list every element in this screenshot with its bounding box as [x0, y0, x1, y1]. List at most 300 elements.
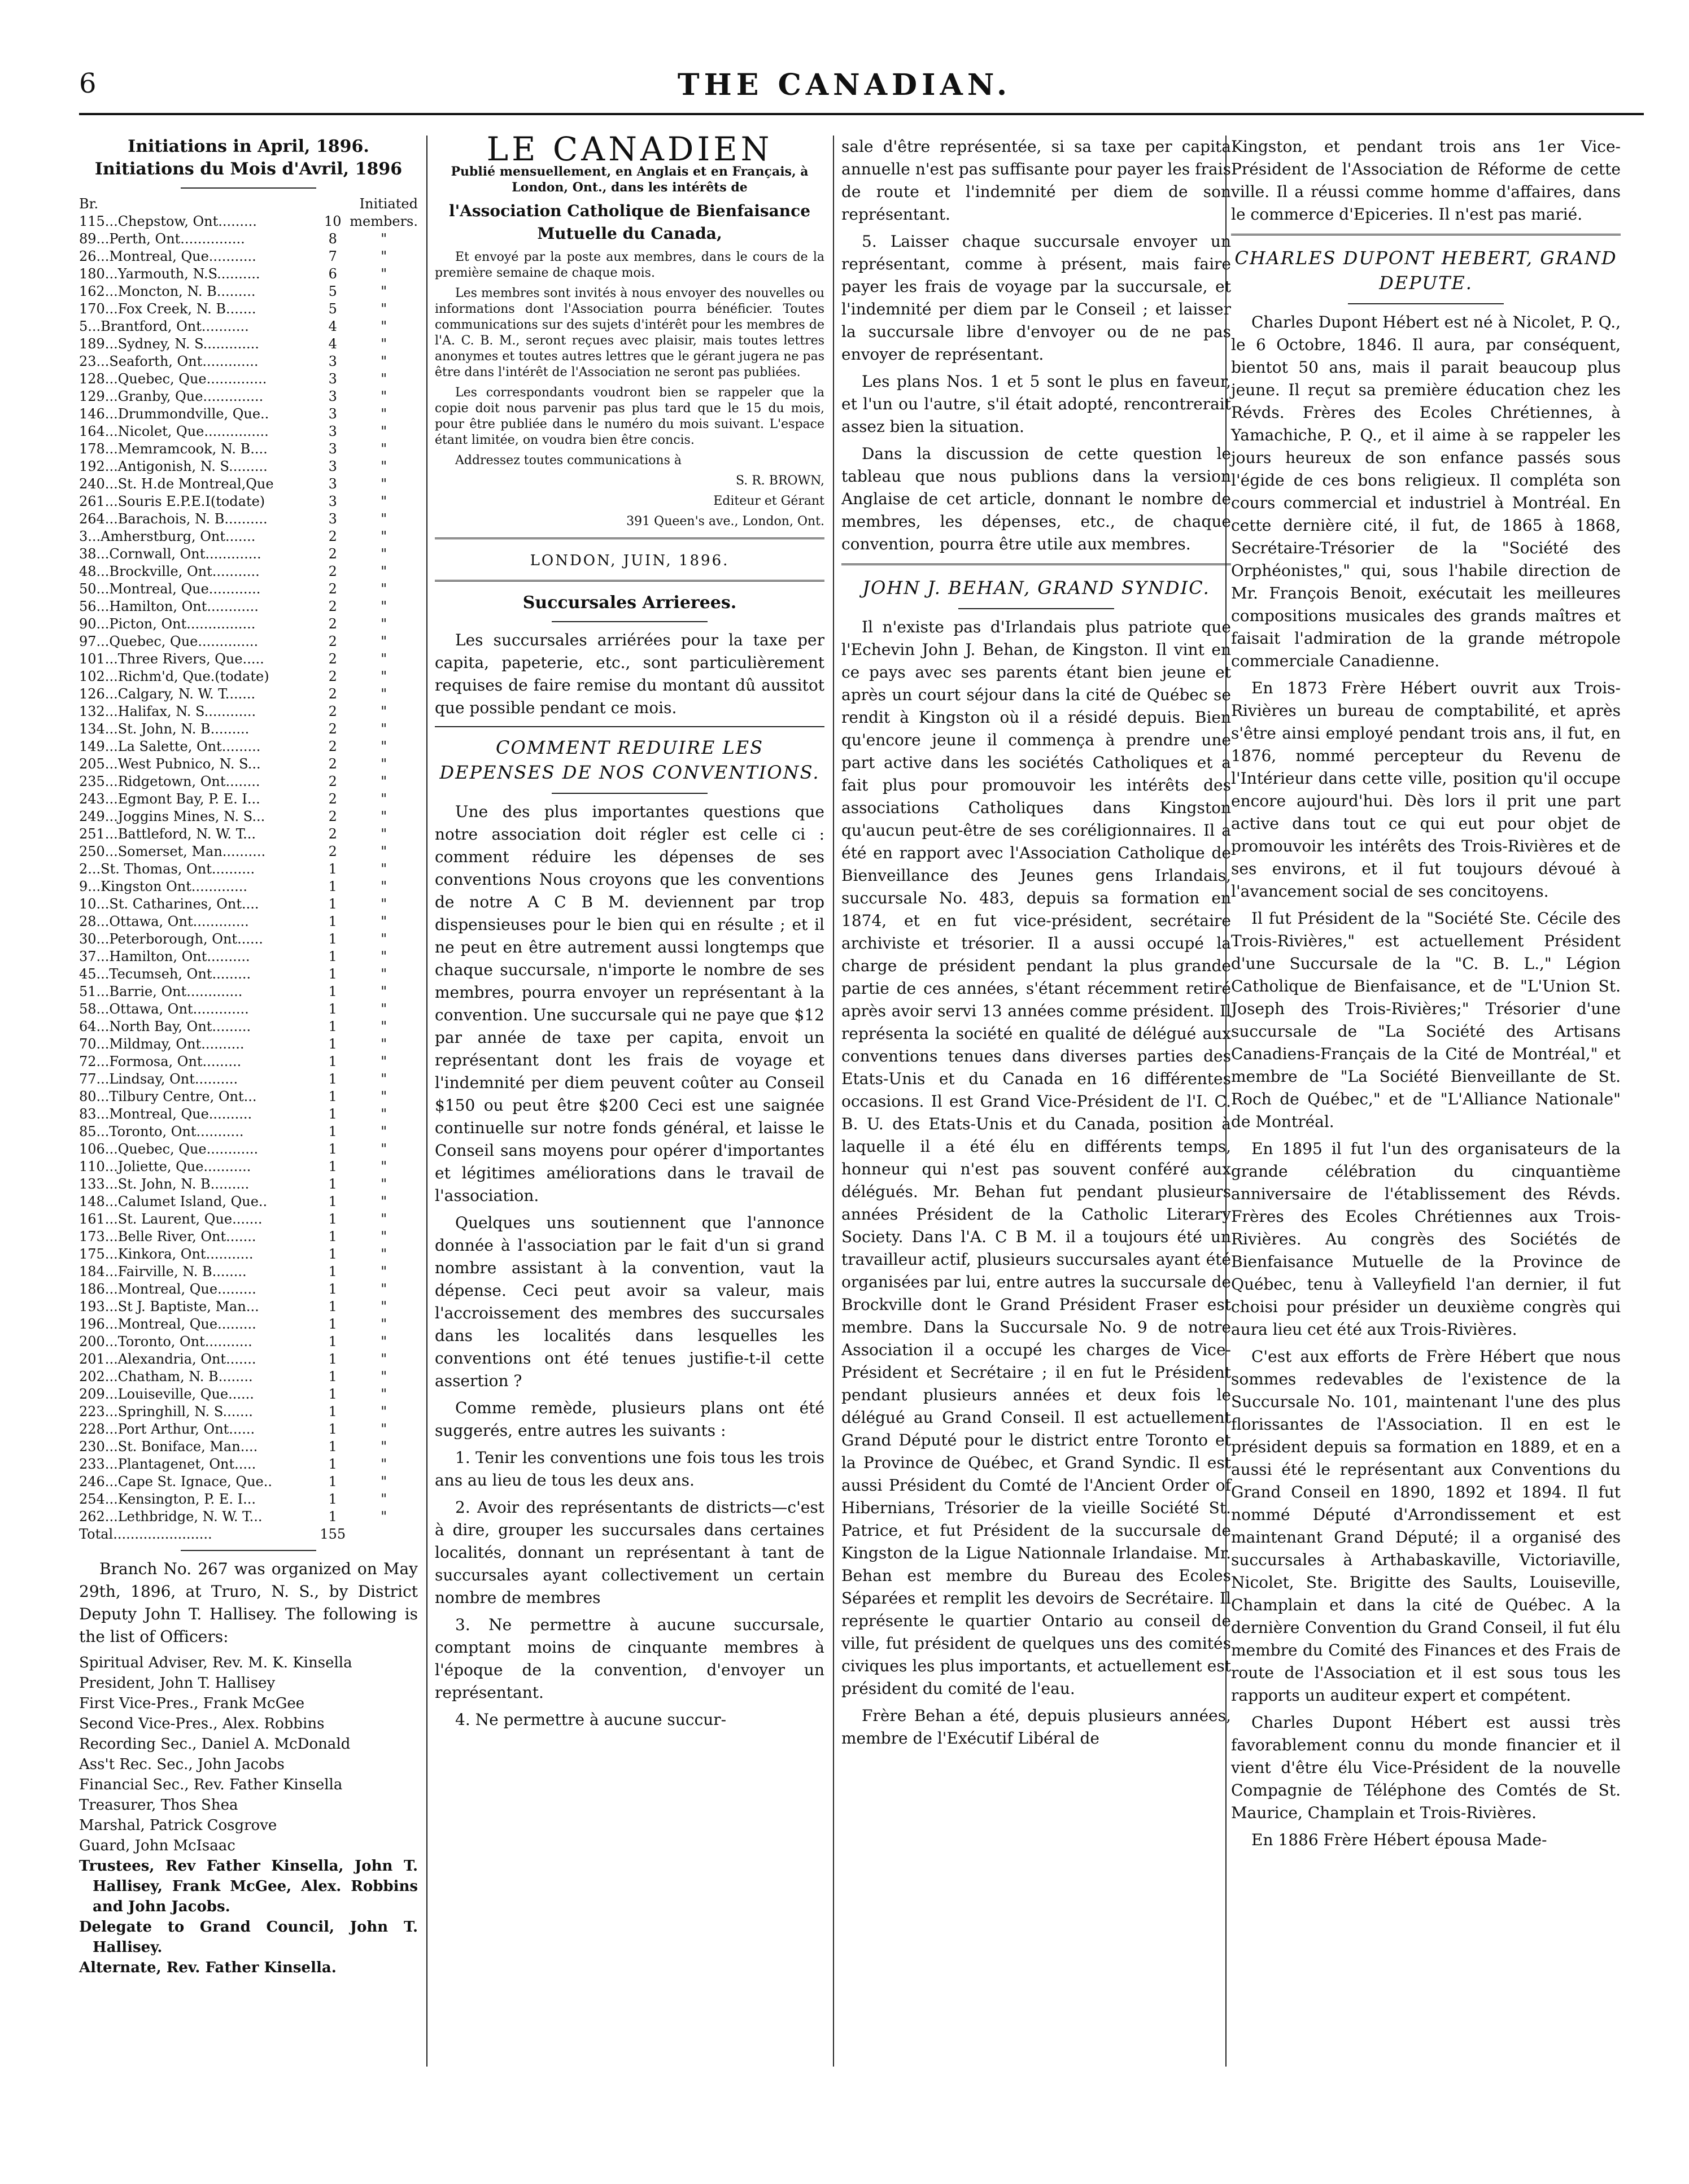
branch-entry: 132...Halifax, N. S............ [79, 704, 256, 719]
ditto-mark: " [381, 388, 387, 404]
officers-list [79, 1653, 418, 1978]
branch-entry: 146...Drummondville, Que.. [79, 406, 269, 422]
branch-entry: 9...Kingston Ont............. [79, 879, 248, 894]
ditto-mark: " [381, 458, 387, 474]
table-row [79, 808, 418, 825]
table-row [79, 913, 418, 931]
ditto-mark: " [381, 949, 387, 964]
initiated-count: 7 [328, 248, 337, 264]
officer-entry: Spiritual Adviser, Rev. M. K. Kinsella [79, 1654, 352, 1671]
branch-entry: 209...Louiseville, Que...... [79, 1386, 254, 1402]
table-row [79, 1438, 418, 1456]
table-row [79, 1263, 418, 1281]
ditto-mark: " [381, 634, 387, 649]
branch-entry: 70...Mildmay, Ont.......... [79, 1036, 245, 1052]
branch-entry: 235...Ridgetown, Ont........ [79, 774, 260, 789]
officer-entry: Marshal, Patrick Cosgrove [79, 1817, 277, 1834]
branch-entry: 56...Hamilton, Ont............ [79, 599, 259, 614]
table-row [79, 230, 418, 248]
table-row [79, 248, 418, 265]
initiated-count: 1 [328, 1421, 337, 1437]
table-row [79, 738, 418, 755]
paragraph: En 1886 Frère Hébert épousa Made- [1251, 1831, 1547, 1849]
table-row [79, 598, 418, 615]
ditto-mark: " [381, 248, 387, 264]
table-row [79, 283, 418, 300]
branch-entry: 186...Montreal, Que......... [79, 1281, 256, 1297]
initiated-count: 1 [328, 896, 337, 912]
ditto-mark: " [381, 669, 387, 684]
ditto-mark: " [381, 966, 387, 982]
ditto-mark: " [381, 809, 387, 824]
branch-entry: 48...Brockville, Ont........... [79, 564, 260, 579]
table-row [79, 843, 418, 861]
branch-entry: 192...Antigonish, N. S......... [79, 458, 268, 474]
branch-entry: 80...Tilbury Centre, Ont... [79, 1089, 257, 1104]
initiated-count: 3 [328, 511, 337, 527]
initiated-count: 2 [328, 809, 337, 824]
table-row [79, 1228, 418, 1246]
hebert-heading: CHARLES DUPONT HEBERT, GRAND DEPUTE. [1234, 247, 1617, 294]
initiated-count: 2 [328, 546, 337, 562]
initiated-count: 1 [328, 1106, 337, 1122]
divider [958, 608, 1114, 609]
ditto-mark: " [381, 1124, 387, 1139]
branch-entry: 85...Toronto, Ont........... [79, 1124, 244, 1139]
initiated-count: 1 [328, 1491, 337, 1507]
branch-entry: 193...St J. Baptiste, Man... [79, 1299, 259, 1314]
initiated-count: 1 [328, 1386, 337, 1402]
table-row [79, 878, 418, 896]
branch-entry: 201...Alexandria, Ont....... [79, 1351, 256, 1367]
initiated-count: 1 [328, 1474, 337, 1490]
initiated-count: 1 [328, 1316, 337, 1332]
divider [435, 580, 824, 584]
ditto-mark: " [381, 476, 387, 492]
association-name: l'Association Catholique de Bienfaisance Mutuelle du Canada, [448, 202, 811, 243]
table-row [79, 1141, 418, 1158]
table-row [79, 966, 418, 983]
table-row [79, 861, 418, 878]
divider [1348, 303, 1504, 304]
notice-para: Et envoyé par la poste aux membres, dans le cours de la première semaine de chaque mois. [435, 250, 824, 280]
total-row [79, 1526, 418, 1543]
branch-entry: 133...St. John, N. B......... [79, 1176, 250, 1192]
branch-entry: 173...Belle River, Ont....... [79, 1229, 256, 1244]
ditto-mark: " [381, 1089, 387, 1104]
table-row [79, 1123, 418, 1141]
divider [181, 1550, 316, 1551]
branch-entry: 240...St. H.de Montreal,Que [79, 476, 274, 492]
paragraph: 2. Avoir des représentants de districts—c'est à dire, grouper les succursales dans certaines localités, donnant un représentant à tant de succursales ayant collectivement un certain nombre de membres [435, 1498, 824, 1607]
table-row [79, 668, 418, 685]
initiated-count: 2 [328, 651, 337, 667]
table-row [79, 755, 418, 773]
branch-entry: 30...Peterborough, Ont...... [79, 931, 263, 947]
ditto-mark: " [381, 564, 387, 579]
branch-entry: 134...St. John, N. B......... [79, 721, 250, 737]
table-row [79, 388, 418, 405]
initiated-count: 2 [328, 634, 337, 649]
initiated-count: 1 [328, 1404, 337, 1419]
ditto-mark: " [381, 616, 387, 632]
column-3 [841, 136, 1231, 1754]
branch-entry: 251...Battleford, N. W. T... [79, 826, 256, 842]
ditto-mark: " [381, 441, 387, 457]
branch-entry: 246...Cape St. Ignace, Que.. [79, 1474, 273, 1490]
ditto-mark: " [381, 1299, 387, 1314]
running-title: THE CANADIAN. [677, 68, 1012, 102]
initiated-count: 3 [328, 476, 337, 492]
dateline: LONDON, JUIN, 1896. [530, 552, 730, 569]
ditto-mark: " [381, 844, 387, 859]
branch-entry: 89...Perth, Ont............... [79, 231, 245, 247]
initiated-count: 3 [328, 458, 337, 474]
table-row [79, 983, 418, 1001]
table-row [79, 353, 418, 370]
officer-entry: Recording Sec., Daniel A. McDonald [79, 1736, 351, 1753]
ditto-mark: " [381, 791, 387, 807]
branch-entry: 23...Seaforth, Ont............. [79, 353, 259, 369]
ditto-mark: " [381, 231, 387, 247]
paragraph: Charles Dupont Hébert est aussi très favorablement connu du monde financier et il vient d'être élu Vice-Président de la nouvelle Compagnie de Téléphone des Comtés de St. Maurice, Champlain et Trois-Rivières. [1231, 1713, 1621, 1822]
branch-entry: 164...Nicolet, Que............... [79, 423, 269, 439]
initiated-count: 1 [328, 1351, 337, 1367]
initiated-count: 2 [328, 756, 337, 772]
initiated-count: 2 [328, 704, 337, 719]
ditto-mark: " [381, 1246, 387, 1262]
branch-entry: 261...Souris E.P.E.I(todate) [79, 493, 265, 509]
initiated-count: 1 [328, 861, 337, 877]
initiated-count: 2 [328, 564, 337, 579]
ditto-mark: " [381, 739, 387, 754]
officer-entry: Second Vice-Pres., Alex. Robbins [79, 1715, 325, 1732]
branch-entry: 101...Three Rivers, Que..... [79, 651, 264, 667]
table-row [79, 1386, 418, 1403]
officer-entry: Delegate to Grand Council, John T. Hallisey. [79, 1919, 418, 1956]
table-row [79, 318, 418, 335]
paragraph: C'est aux efforts de Frère Hébert que nous sommes redevables de l'existence de la Succursale No. 101, maintenant l'une des plus florissantes de l'Association. Il en est le président depuis sa formation en 1889, et en a aussi été le représentant aux Conventions du Grand Conseil en 1890, 1892 et 1894. Il fut nommé Député d'Arrondissement et est maintenant Grand Député; il a organisé des succursales à Arthabaskaville, Victoriaville, Nicolet, Ste. Brigitte des Saults, Louiseville, Champlain et dans la cité de Québec. A la dernière Convention du Grand Conseil, il fut élu membre du Comité des Finances et des Frais de route de l'Association et il est sous tous les rapports un auditeur expert et compétent. [1231, 1347, 1621, 1705]
branch-entry: 250...Somerset, Man.......... [79, 844, 266, 859]
initiated-count: 3 [328, 441, 337, 457]
ditto-mark: " [381, 1334, 387, 1349]
initiated-count: 1 [328, 1089, 337, 1104]
ditto-mark: " [381, 1229, 387, 1244]
ditto-mark: " [381, 686, 387, 702]
paragraph: Il n'existe pas d'Irlandais plus patriote que l'Echevin John J. Behan, de Kingston. Il vint en ce pays avec ses parents étant bien jeune et après un court séjour dans la cité de Québec se rendit à Kingston où il a résidé depuis. Bien qu'encore jeune il commença à prendre une part active dans les sociétés Catholiques et a fait plus pour promouvoir les intérêts des associations Catholiques dans Kingston qu'aucun peut-être de ses coréligionnaires. Il a été en rapport avec l'Association Catholique de Bienveillance des Jeunes gens Irlandais, succursale No. 483, depuis sa formation en 1874, et en fut vice-président, secrétaire archiviste et trésorier. Il a aussi occupé la charge de président pendant la plus grande partie de ces années, s'étant récemment retiré après avoir servi 13 années comme président. Il représenta la société en qualité de délégué aux conventions tenues dans diverses parties des Etats-Unis et du Canada en 16 différentes occasions. Il est Grand Vice-Président de l'I. C. B. U. des Etats-Unis et du Canada, position à laquelle il a été élu en différents temps, honneur qui n'est pas souvent conféré aux délégués. Mr. Behan fut pendant plusieurs années Président de la Catholic Literary Society. Dans l'A. C B M. il a toujours été un travailleur actif, plusieurs succursales ayant été organisées par lui, entre autres la succursale de Brockville dont le Grand Président Fraser est membre. Dans la Succursale No. 9 de notre Association il a occupé les charges de Vice-Président et Secrétaire ; il en fut le Président pendant plusieurs années et deux fois le délégué au Grand Conseil. Il est actuellement Grand Député pour le district entre Toronto et la Province de Québec, et Grand Syndic. Il est aussi Président du Comté de l'Ancient Order of Hibernians, Trésorier de la vieille Société St. Patrice, et fut Président de la succursale de Kingston de la Ligue Nationnale Irlandaise. Mr. Behan est membre du Bureau des Ecoles Séparées et remplit les devoirs de Secrétaire. Il représente le quartier Ontario au conseil de ville, fut président de quelques uns des comités civiques les plus importants, et actuellement est président du comité de l'eau. [841, 618, 1231, 1698]
table-row [79, 528, 418, 545]
branch-entry: 196...Montreal, Que......... [79, 1316, 256, 1332]
branch-entry: 45...Tecumseh, Ont......... [79, 966, 251, 982]
initiated-count: 2 [328, 581, 337, 597]
total-label: Total....................... [79, 1526, 212, 1542]
branch-entry: 77...Lindsay, Ont.......... [79, 1071, 238, 1087]
initiated-count: 3 [328, 406, 337, 422]
branch-entry: 51...Barrie, Ont............. [79, 984, 243, 999]
initiated-count: 3 [328, 353, 337, 369]
officer-entry: Financial Sec., Rev. Father Kinsella [79, 1776, 343, 1793]
behan-article [841, 616, 1231, 1750]
table-row [79, 1018, 418, 1036]
initiated-count: 2 [328, 739, 337, 754]
header-rule [79, 113, 1644, 115]
hebert-article [1231, 311, 1621, 1851]
table-row [79, 931, 418, 948]
branch-entry: 228...Port Arthur, Ont...... [79, 1421, 255, 1437]
initiated-count: 10 [324, 213, 342, 229]
ditto-mark: " [381, 1404, 387, 1419]
table-row [79, 703, 418, 720]
ditto-mark: " [381, 528, 387, 544]
initiated-count: 4 [328, 336, 337, 352]
ditto-mark: " [381, 1421, 387, 1437]
initiations-rows [79, 213, 418, 1526]
table-row [79, 685, 418, 703]
branch-entry: 202...Chatham, N. B........ [79, 1369, 253, 1384]
branch-entry: 262...Lethbridge, N. W. T... [79, 1509, 263, 1525]
branch-entry: 233...Plantagenet, Ont..... [79, 1456, 256, 1472]
table-row [79, 1456, 418, 1473]
paragraph: En 1873 Frère Hébert ouvrit aux Trois-Rivières un bureau de comptabilité, et après s'être ainsi employé pendant trois ans, il fut, en 1876, nommé percepteur du Revenu de l'Intérieur dans cette ville, position qu'il occupe encore aujourd'hui. Dès lors il prit une part active dans tout ce qui eut pour objet de promouvoir les intérêts des Trois-Rivières et de ses environs, et il fut toujours dévoué à l'avancement social de ses concitoyens. [1231, 679, 1621, 901]
table-row [79, 1036, 418, 1053]
total-value: 155 [320, 1526, 346, 1542]
branch-entry: 223...Springhill, N. S....... [79, 1404, 253, 1419]
initiated-count: 2 [328, 599, 337, 614]
table-row [79, 790, 418, 808]
notice-para: Les membres sont invités à nous envoyer des nouvelles ou informations dont l'Association pourra bénéficier. Toutes communications sur des sujets d'intérêt pour les membres de l'A. C. B. M., seront reçues avec plaisir, mais toutes lettres anonymes et toutes autres lettres que le gérant jugera ne pas être dans l'intérêt de l'Association ne seront pas publiées. [435, 286, 824, 379]
ditto-mark: " [381, 1456, 387, 1472]
ditto-mark: " [381, 371, 387, 387]
ditto-mark: " [381, 318, 387, 334]
branch-entry: 254...Kensington, P. E. I... [79, 1491, 256, 1507]
ditto-mark: " [381, 1106, 387, 1122]
ditto-mark: " [381, 1491, 387, 1507]
officer-entry: First Vice-Pres., Frank McGee [79, 1695, 305, 1712]
divider [435, 538, 824, 541]
ditto-mark: " [381, 931, 387, 947]
branch-entry: 38...Cornwall, Ont............. [79, 546, 261, 562]
ditto-mark: " [381, 984, 387, 999]
table-row [79, 1001, 418, 1018]
initiated-count: 1 [328, 1439, 337, 1454]
table-row [79, 440, 418, 458]
succursales-text: Les succursales arriérées pour la taxe per capita, papeterie, etc., sont particulièrement requises de faire remise du montant dû aussitot que possible pendant ce mois. [435, 631, 824, 717]
branch-entry: 115...Chepstow, Ont......... [79, 213, 257, 229]
initiated-count: 5 [328, 301, 337, 317]
table-row [79, 1281, 418, 1298]
branch-entry: 148...Calumet Island, Que.. [79, 1194, 268, 1209]
masthead: LE CANADIEN [486, 130, 773, 168]
column-4 [1231, 136, 1621, 1856]
ditto-mark: " [381, 826, 387, 842]
table-row [79, 458, 418, 475]
ditto-mark: " [381, 301, 387, 317]
initiations-title-en: Initiations in April, 1896. [128, 137, 369, 156]
ditto-mark: " [381, 861, 387, 877]
initiated-count: 1 [328, 1369, 337, 1384]
paragraph: Dans la discussion de cette question le tableau que nous publions dans la version Anglaise de cet article, donnant le nombre de membres, les dépenses, etc., de chaque convention, pourra être utile aux membres. [841, 444, 1231, 553]
table-row [79, 510, 418, 528]
initiated-count: 3 [328, 423, 337, 439]
initiated-count: 1 [328, 1509, 337, 1525]
table-row [79, 948, 418, 966]
initiated-count: 1 [328, 931, 337, 947]
branch-entry: 149...La Salette, Ont......... [79, 739, 261, 754]
branch-entry: 90...Picton, Ont................ [79, 616, 256, 632]
ditto-mark: " [381, 1264, 387, 1279]
branch-entry: 97...Quebec, Que.............. [79, 634, 259, 649]
ditto-mark: " [381, 1141, 387, 1157]
branch-entry: 180...Yarmouth, N.S.......... [79, 266, 260, 282]
branch-entry: 264...Barachois, N. B.......... [79, 511, 268, 527]
branch-entry: 230...St. Boniface, Man.... [79, 1439, 258, 1454]
table-row [79, 633, 418, 650]
branch-entry: 64...North Bay, Ont......... [79, 1019, 251, 1034]
initiated-count: 2 [328, 721, 337, 737]
initiated-count: 2 [328, 528, 337, 544]
ditto-mark: " [381, 1019, 387, 1034]
table-row [79, 1211, 418, 1228]
initiated-count: 2 [328, 826, 337, 842]
table-row [79, 1316, 418, 1333]
initiated-count: 1 [328, 1176, 337, 1192]
initiated-count: 2 [328, 616, 337, 632]
comment-article [435, 801, 824, 1731]
table-row [79, 1071, 418, 1088]
ditto-mark: " [381, 1159, 387, 1174]
branch-entry: 205...West Pubnico, N. S... [79, 756, 261, 772]
ditto-mark: " [381, 266, 387, 282]
officer-entry: Ass't Rec. Sec., John Jacobs [79, 1756, 285, 1773]
officer-entry: Treasurer, Thos Shea [79, 1797, 238, 1814]
initiated-count: 3 [328, 371, 337, 387]
ditto-mark: " [381, 1211, 387, 1227]
branch-267-text: Branch No. 267 was organized on May 29th, 1896, at Truro, N. S., by District Deputy John T. Hallisey. The following is the list of Officers: [79, 1560, 418, 1646]
ditto-mark: " [381, 1474, 387, 1490]
ditto-mark: " [381, 1001, 387, 1017]
paragraph: sale d'être représentée, si sa taxe per capita annuelle n'est pas suffisante pour payer les frais de route et l'indemnité per diem de son représentant. [841, 137, 1231, 224]
branch-entry: 106...Quebec, Que............ [79, 1141, 259, 1157]
branch-entry: 37...Hamilton, Ont.......... [79, 949, 250, 964]
table-row [79, 475, 418, 493]
initiated-count: 1 [328, 1456, 337, 1472]
initiated-count: 4 [328, 318, 337, 334]
initiated-count: 8 [328, 231, 337, 247]
table-row [79, 563, 418, 580]
branch-entry: 26...Montreal, Que........... [79, 248, 256, 264]
table-row [79, 423, 418, 440]
initiated-count: 6 [328, 266, 337, 282]
publication-note: Publié mensuellement, en Anglais et en Français, à London, Ont., dans les intérêts de [451, 164, 809, 195]
paragraph: 1. Tenir les conventions une fois tous les trois ans au lieu de tous les deux ans. [435, 1448, 824, 1490]
table-row [79, 335, 418, 353]
initiated-count: 1 [328, 1159, 337, 1174]
branch-entry: 5...Brantford, Ont........... [79, 318, 249, 334]
editor-name: S. R. BROWN, [735, 474, 824, 488]
ditto-mark: " [381, 1071, 387, 1087]
officer-entry: Guard, John McIsaac [79, 1837, 235, 1854]
table-row [79, 493, 418, 510]
table-row [79, 405, 418, 423]
table-row [79, 1351, 418, 1368]
initiated-count: 3 [328, 493, 337, 509]
paragraph: 3. Ne permettre à aucune succursale, comptant moins de cinquante membres à l'époque de la convention, d'envoyer un représentant. [435, 1615, 824, 1702]
initiated-count: 1 [328, 1334, 337, 1349]
ditto-mark: " [381, 1054, 387, 1069]
behan-continued: Kingston, et pendant trois ans 1er Vice-Président de l'Association de Réforme de cette ville. Il a réussi comme homme d'affaires, dans le commerce d'Epiceries. Il n'est pas marié. [1231, 137, 1621, 224]
table-row [79, 1176, 418, 1193]
ditto-mark: " [381, 721, 387, 737]
table-row [79, 825, 418, 843]
initiated-count: 5 [328, 283, 337, 299]
branch-entry: 102...Richm'd, Que.(todate) [79, 669, 269, 684]
ditto-mark: " [381, 879, 387, 894]
ditto-mark: " [381, 283, 387, 299]
ditto-mark: " [381, 756, 387, 772]
notice-para: Addressez toutes communications à [455, 453, 682, 468]
initiated-count: 2 [328, 686, 337, 702]
table-row [79, 1473, 418, 1491]
ditto-mark: " [381, 914, 387, 929]
initiated-count: 1 [328, 1264, 337, 1279]
column-1 [79, 136, 418, 1978]
branch-entry: 170...Fox Creek, N. B....... [79, 301, 256, 317]
table-row [79, 1246, 418, 1263]
ditto-mark: " [381, 651, 387, 667]
table-row [79, 1368, 418, 1386]
branch-entry: 128...Quebec, Que.............. [79, 371, 267, 387]
branch-entry: 83...Montreal, Que.......... [79, 1106, 252, 1122]
ditto-mark: " [381, 1386, 387, 1402]
table-row [79, 1491, 418, 1508]
initiated-count: 1 [328, 1071, 337, 1087]
table-row [79, 615, 418, 633]
table-row [79, 265, 418, 283]
initiated-count: 1 [328, 1246, 337, 1262]
comment-heading: COMMENT REDUIRE LES DEPENSES DE NOS CONVENTIONS. [439, 737, 820, 783]
ditto-mark: " [381, 1351, 387, 1367]
ditto-mark: " [381, 423, 387, 439]
table-row [79, 545, 418, 563]
branch-entry: 175...Kinkora, Ont........... [79, 1246, 254, 1262]
behan-heading: JOHN J. BEHAN, GRAND SYNDIC. [862, 577, 1210, 599]
divider [552, 621, 708, 622]
paragraph: En 1895 il fut l'un des organisateurs de la grande célébration du cinquantième anniversaire de l'établissement des Révds. Frères des Ecoles Chrétiennes aux Trois-Rivières. Au congrès des Sociétés de Bienfaisance Mutuelle de la Province de Québec, tenu à Valleyfield l'an dernier, il fut choisi pour présider un deuxième congrès qui aura lieu cet été aux Trois-Rivières. [1231, 1139, 1621, 1339]
branch-entry: 249...Joggins Mines, N. S... [79, 809, 265, 824]
branch-entry: 58...Ottawa, Ont............. [79, 1001, 249, 1017]
initiated-count: 1 [328, 914, 337, 929]
branch-entry: 243...Egmont Bay, P. E. I... [79, 791, 260, 807]
initiated-count: 1 [328, 1019, 337, 1034]
column-2 [435, 130, 824, 1736]
initiated-count: 2 [328, 774, 337, 789]
branch-entry: 110...Joliette, Que........... [79, 1159, 251, 1174]
succursales-heading: Succursales Arrierees. [522, 593, 737, 613]
table-row [79, 1333, 418, 1351]
divider [1231, 234, 1621, 238]
table-row [79, 370, 418, 388]
col-header-initiated: Initiated [359, 196, 418, 212]
divider [841, 564, 1231, 567]
initiated-count: 1 [328, 1299, 337, 1314]
table-row [79, 650, 418, 668]
column-divider [426, 136, 427, 2067]
table-row [79, 1053, 418, 1071]
paragraph: Charles Dupont Hébert est né à Nicolet, P. Q., le 6 Octobre, 1846. Il aura, par conséquent, bientot 50 ans, mais il parait beaucoup plus jeune. Il reçut sa première éducation chez les Révds. Frères des Ecoles Chrétiennes, à Yamachiche, P. Q., et il aime à se rappeler les jours heureux de son enfance passés sous l'égide de ces bons religieux. Il compléta son cours commercial et industriel à Montréal. En cette dernière cité, il fut, de 1865 à 1868, Secrétaire-Trésorier de la "Société des Orphéonistes," qui, sous l'habile direction de Mr. François Benoit, exécutait les meilleures compositions musicales des grands maîtres et faisait l'admiration de la grande métropole commerciale Canadienne. [1231, 313, 1621, 670]
editor-address: 391 Queen's ave., London, Ont. [626, 514, 824, 528]
branch-entry: 3...Amherstburg, Ont....... [79, 528, 256, 544]
column-divider [833, 136, 834, 2067]
